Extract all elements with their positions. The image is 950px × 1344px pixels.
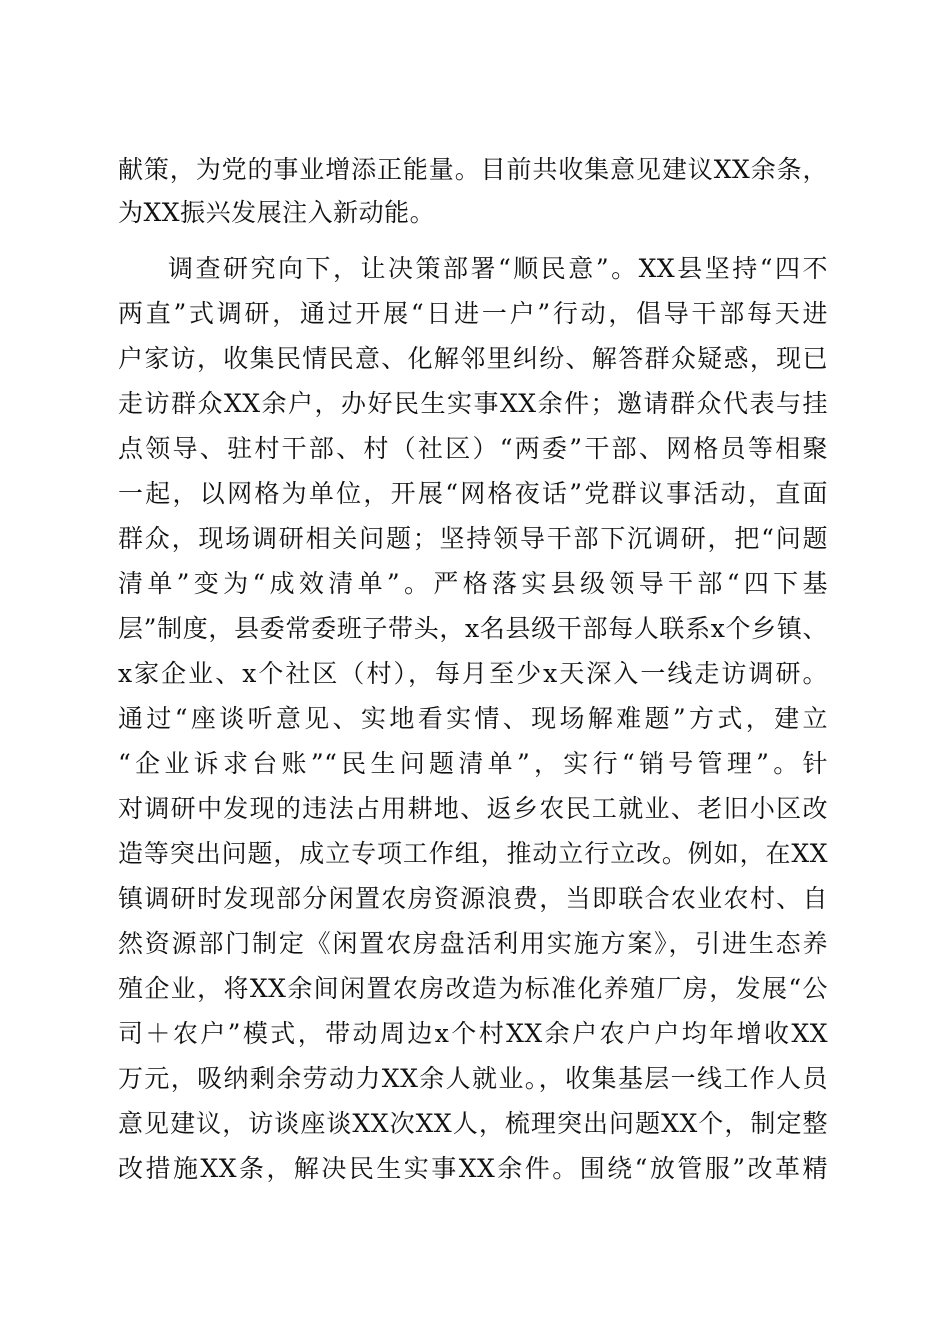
text-line: 意见建议，访谈座谈XX次XX人，梳理突出问题XX个，制定整: [118, 1109, 828, 1138]
text-line: 殖企业，将XX余间闲置农房改造为标准化养殖厂房，发展“公: [118, 974, 828, 1003]
text-line: 户家访，收集民情民意、化解邻里纠纷、解答群众疑惑，现已: [118, 344, 828, 373]
text-line: “企业诉求台账”“民生问题清单”，实行“销号管理”。针: [118, 749, 828, 778]
text-line: 对调研中发现的违法占用耕地、返乡农民工就业、老旧小区改: [118, 794, 828, 823]
text-line: 走访群众XX余户，办好民生实事XX余件；邀请群众代表与挂: [118, 389, 828, 418]
text-line: 层”制度，县委常委班子带头，x名县级干部每人联系x个乡镇、: [118, 614, 828, 643]
text-line: 然资源部门制定《闲置农房盘活利用实施方案》，引进生态养: [118, 929, 828, 958]
text-line: 改措施XX条，解决民生实事XX余件。围绕“放管服”改革精: [118, 1154, 828, 1183]
text-line: 通过“座谈听意见、实地看实情、现场解难题”方式，建立: [118, 704, 828, 733]
text-line: 两直”式调研，通过开展“日进一户”行动，倡导干部每天进: [118, 299, 828, 328]
text-line: 为XX振兴发展注入新动能。: [118, 198, 436, 227]
text-line: 造等突出问题，成立专项工作组，推动立行立改。例如，在XX: [118, 839, 828, 868]
text-line: 一起，以网格为单位，开展“网格夜话”党群议事活动，直面: [118, 479, 828, 508]
text-line: 清单”变为“成效清单”。严格落实县级领导干部“四下基: [118, 569, 829, 598]
text-line: 群众，现场调研相关问题；坚持领导干部下沉调研，把“问题: [118, 524, 828, 553]
paragraph-start-line: 调查研究向下，让决策部署“顺民意”。XX县坚持“四不: [168, 254, 828, 283]
text-line: 点领导、驻村干部、村（社区）“两委”干部、网格员等相聚: [118, 434, 828, 463]
text-line: 司＋农户”模式，带动周边x个村XX余户农户户均年增收XX: [118, 1019, 828, 1048]
text-line: 万元，吸纳剩余劳动力XX余人就业。，收集基层一线工作人员: [118, 1064, 828, 1093]
text-line: 镇调研时发现部分闲置农房资源浪费，当即联合农业农村、自: [118, 884, 828, 913]
text-line: x家企业、x个社区（村），每月至少x天深入一线走访调研。: [118, 659, 828, 688]
text-line: 献策，为党的事业增添正能量。目前共收集意见建议XX余条，: [118, 155, 828, 184]
